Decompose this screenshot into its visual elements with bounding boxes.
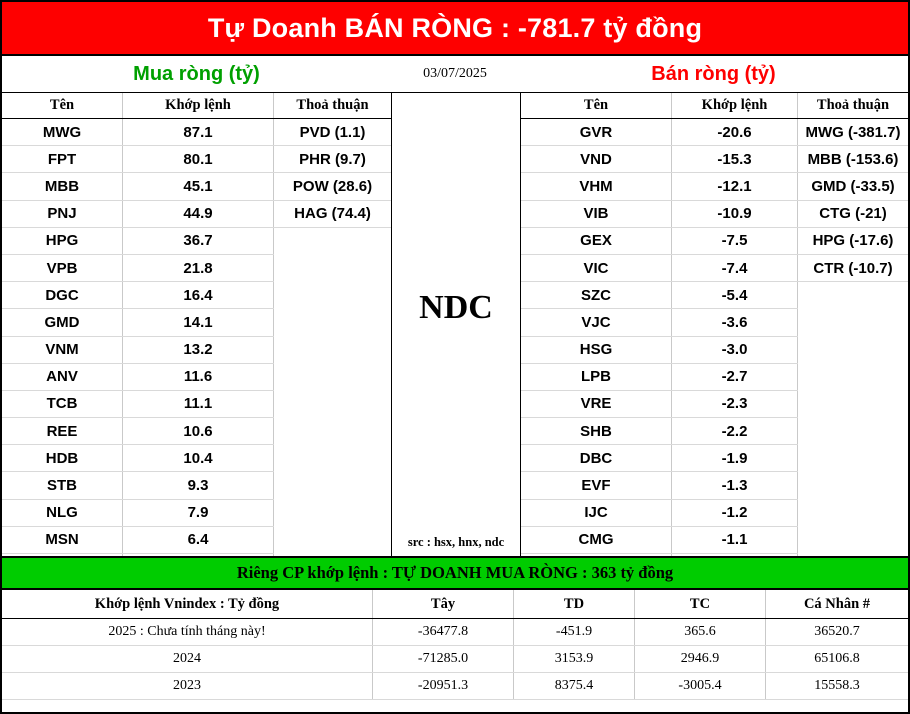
tc-cell: 365.6	[635, 619, 766, 646]
deal-cell	[274, 445, 392, 472]
yearly-table-container	[2, 590, 908, 712]
buy-section-label: Mua ròng (tỷ)	[133, 62, 260, 85]
matched-cell: 44.9	[123, 200, 274, 227]
deal-cell	[798, 336, 909, 363]
table-row	[521, 336, 908, 363]
matched-cell: 36.7	[123, 227, 274, 254]
sell-table-header-row	[521, 93, 908, 119]
table-row	[2, 472, 391, 499]
source-note: src : hsx, hnx, ndc	[407, 535, 505, 549]
year-label-cell: 2023	[2, 673, 373, 700]
ticker-cell: MWG	[2, 119, 123, 146]
ticker-cell: HPG	[2, 227, 123, 254]
matched-cell: -10.9	[672, 200, 798, 227]
deal-cell	[798, 363, 909, 390]
matched-cell: 11.1	[123, 390, 274, 417]
deal-cell	[798, 526, 909, 553]
matched-cell: 45.1	[123, 173, 274, 200]
ticker-cell: FPT	[2, 146, 123, 173]
matched-cell: 16.4	[123, 282, 274, 309]
deal-cell	[798, 282, 909, 309]
sell-col-deal: Thoả thuận	[798, 93, 909, 119]
deal-cell	[274, 390, 392, 417]
table-row	[2, 418, 391, 445]
matched-cell: -7.5	[672, 227, 798, 254]
matched-cell: -15.3	[672, 146, 798, 173]
table-row	[2, 309, 391, 336]
matched-cell: 7.9	[123, 499, 274, 526]
ticker-cell: HDB	[2, 445, 123, 472]
matched-cell: -2.3	[672, 390, 798, 417]
deal-cell	[798, 472, 909, 499]
yearly-col-tay: Tây	[373, 590, 514, 619]
deal-cell	[798, 418, 909, 445]
deal-cell	[798, 445, 909, 472]
section-header-row	[2, 56, 908, 93]
deal-cell	[274, 309, 392, 336]
buy-table	[2, 93, 391, 581]
matched-cell: -2.7	[672, 363, 798, 390]
ticker-cell: GMD	[2, 309, 123, 336]
ticker-cell: STB	[2, 472, 123, 499]
deal-cell: GMD (-33.5)	[798, 173, 909, 200]
ticker-cell: PNJ	[2, 200, 123, 227]
deal-cell	[274, 418, 392, 445]
ticker-cell: REE	[2, 418, 123, 445]
matched-cell: -3.6	[672, 309, 798, 336]
ticker-cell: VIC	[521, 254, 672, 281]
tc-cell: -3005.4	[635, 673, 766, 700]
sell-table	[521, 93, 908, 581]
tables-area	[2, 93, 908, 556]
ticker-cell: TCB	[2, 390, 123, 417]
ticker-cell: DBC	[521, 445, 672, 472]
summary-banner-text: Riêng CP khớp lệnh : TỰ DOANH MUA RÒNG : 363 tỷ đồng	[236, 563, 674, 582]
year-label-cell: 2025 : Chưa tính tháng này!	[2, 619, 373, 646]
td-cell: -451.9	[514, 619, 635, 646]
table-row	[521, 418, 908, 445]
matched-cell: 11.6	[123, 363, 274, 390]
matched-cell: 14.1	[123, 309, 274, 336]
ticker-cell: DGC	[2, 282, 123, 309]
canhan-cell: 15558.3	[766, 673, 909, 700]
yearly-table-header-row	[2, 590, 908, 619]
ticker-cell: HSG	[521, 336, 672, 363]
tc-cell: 2946.9	[635, 646, 766, 673]
table-row	[2, 646, 908, 673]
matched-cell: -7.4	[672, 254, 798, 281]
table-row	[521, 309, 908, 336]
matched-cell: 80.1	[123, 146, 274, 173]
matched-cell: -3.0	[672, 336, 798, 363]
table-row	[2, 336, 391, 363]
ticker-cell: LPB	[521, 363, 672, 390]
table-row	[521, 472, 908, 499]
table-row	[521, 526, 908, 553]
table-row	[2, 200, 391, 227]
sell-table-container	[521, 93, 908, 556]
table-row	[521, 119, 908, 146]
deal-cell	[798, 309, 909, 336]
matched-cell: -2.2	[672, 418, 798, 445]
deal-cell	[274, 499, 392, 526]
title-bar	[2, 2, 908, 56]
canhan-cell: 36520.7	[766, 619, 909, 646]
ticker-cell: GVR	[521, 119, 672, 146]
yearly-table	[2, 590, 908, 700]
canhan-cell: 65106.8	[766, 646, 909, 673]
td-cell: 8375.4	[514, 673, 635, 700]
matched-cell: 9.3	[123, 472, 274, 499]
table-row	[521, 445, 908, 472]
matched-cell: 6.4	[123, 526, 274, 553]
ticker-cell: VPB	[2, 254, 123, 281]
table-row	[2, 227, 391, 254]
table-row	[521, 282, 908, 309]
ticker-cell: SHB	[521, 418, 672, 445]
deal-cell: POW (28.6)	[274, 173, 392, 200]
matched-cell: 10.6	[123, 418, 274, 445]
deal-cell	[274, 227, 392, 254]
td-cell: 3153.9	[514, 646, 635, 673]
yearly-col-tc: TC	[635, 590, 766, 619]
yearly-col-td: TD	[514, 590, 635, 619]
deal-cell: HAG (74.4)	[274, 200, 392, 227]
deal-cell: PHR (9.7)	[274, 146, 392, 173]
matched-cell: 21.8	[123, 254, 274, 281]
table-row	[2, 282, 391, 309]
yearly-col-label: Khớp lệnh Vnindex : Tỷ đồng	[2, 590, 373, 619]
matched-cell: 10.4	[123, 445, 274, 472]
matched-cell: -1.1	[672, 526, 798, 553]
matched-cell: 13.2	[123, 336, 274, 363]
matched-cell: -1.3	[672, 472, 798, 499]
deal-cell	[274, 336, 392, 363]
table-row	[521, 227, 908, 254]
deal-cell: CTG (-21)	[798, 200, 909, 227]
tay-cell: -71285.0	[373, 646, 514, 673]
deal-cell	[798, 499, 909, 526]
ticker-cell: VHM	[521, 173, 672, 200]
deal-cell: MWG (-381.7)	[798, 119, 909, 146]
deal-cell	[274, 526, 392, 553]
tay-cell: -20951.3	[373, 673, 514, 700]
summary-banner	[2, 556, 908, 590]
table-row	[521, 200, 908, 227]
matched-cell: -1.2	[672, 499, 798, 526]
buy-table-header-row	[2, 93, 391, 119]
table-row	[2, 526, 391, 553]
ticker-cell: VRE	[521, 390, 672, 417]
table-row	[521, 499, 908, 526]
deal-cell: CTR (-10.7)	[798, 254, 909, 281]
table-row	[521, 363, 908, 390]
year-label-cell: 2024	[2, 646, 373, 673]
buy-col-name: Tên	[2, 93, 123, 119]
table-row	[2, 673, 908, 700]
deal-cell	[798, 390, 909, 417]
table-row	[2, 173, 391, 200]
page-title: Tự Doanh BÁN RÒNG : -781.7 tỷ đồng	[207, 12, 703, 43]
table-row	[2, 363, 391, 390]
matched-cell: -1.9	[672, 445, 798, 472]
deal-cell: HPG (-17.6)	[798, 227, 909, 254]
table-row	[521, 254, 908, 281]
table-row	[2, 119, 391, 146]
table-row	[2, 254, 391, 281]
sell-col-matched: Khớp lệnh	[672, 93, 798, 119]
ticker-cell: VIB	[521, 200, 672, 227]
ticker-cell: EVF	[521, 472, 672, 499]
table-row	[521, 146, 908, 173]
yearly-col-canhan: Cá Nhân #	[766, 590, 909, 619]
table-row	[521, 173, 908, 200]
buy-table-container	[2, 93, 392, 556]
ticker-cell: SZC	[521, 282, 672, 309]
table-row	[2, 619, 908, 646]
table-row	[521, 390, 908, 417]
buy-col-matched: Khớp lệnh	[123, 93, 274, 119]
matched-cell: -20.6	[672, 119, 798, 146]
ticker-cell: CMG	[521, 526, 672, 553]
center-column	[392, 93, 521, 556]
table-row	[2, 499, 391, 526]
ticker-cell: GEX	[521, 227, 672, 254]
deal-cell: PVD (1.1)	[274, 119, 392, 146]
deal-cell	[274, 282, 392, 309]
ticker-cell: MSN	[2, 526, 123, 553]
ticker-cell: VNM	[2, 336, 123, 363]
ticker-cell: NLG	[2, 499, 123, 526]
ticker-cell: VND	[521, 146, 672, 173]
ticker-cell: ANV	[2, 363, 123, 390]
deal-cell	[274, 363, 392, 390]
table-row	[2, 390, 391, 417]
ticker-cell: VJC	[521, 309, 672, 336]
report-date: 03/07/2025	[423, 66, 487, 81]
ticker-cell: MBB	[2, 173, 123, 200]
ndc-watermark: NDC	[419, 289, 493, 326]
buy-col-deal: Thoả thuận	[274, 93, 392, 119]
table-row	[2, 445, 391, 472]
ticker-cell: IJC	[521, 499, 672, 526]
matched-cell: 87.1	[123, 119, 274, 146]
table-row	[2, 146, 391, 173]
sell-section-label: Bán ròng (tỷ)	[651, 62, 776, 85]
matched-cell: -5.4	[672, 282, 798, 309]
deal-cell: MBB (-153.6)	[798, 146, 909, 173]
deal-cell	[274, 254, 392, 281]
matched-cell: -12.1	[672, 173, 798, 200]
deal-cell	[274, 472, 392, 499]
sell-col-name: Tên	[521, 93, 672, 119]
tay-cell: -36477.8	[373, 619, 514, 646]
